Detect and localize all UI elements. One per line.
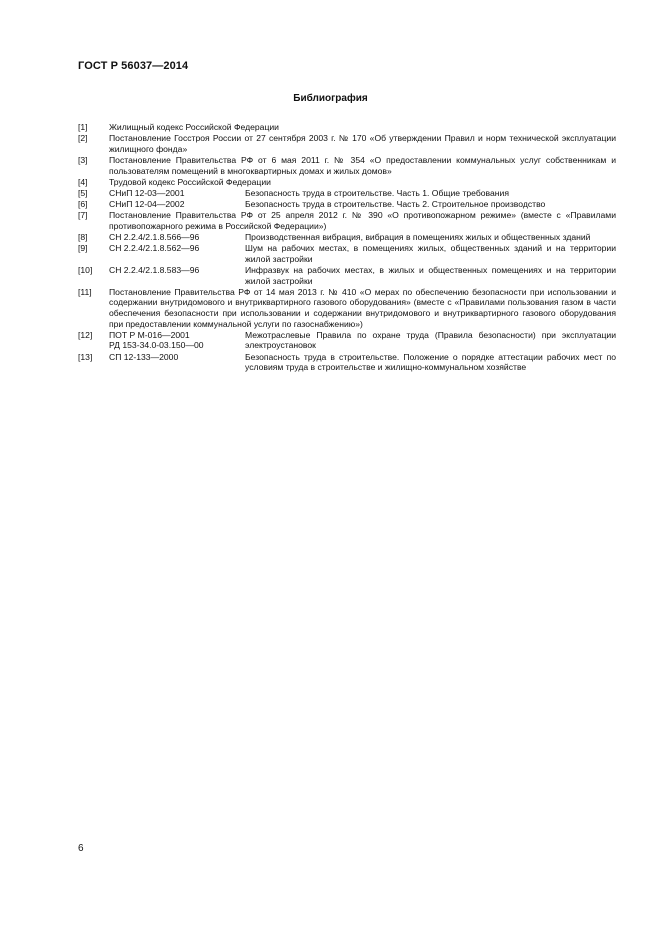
entry-text: Постановление Правительства РФ от 25 апреля 2012 г. № 390 «О противопожарном режиме» (вместе с «Правилами противопожарного режима в Российской Федерации») [109, 210, 616, 231]
bibliography-entry-11 [78, 287, 616, 329]
entry-code: ПОТ Р М-016—2001 [109, 329, 190, 340]
entry-number: [7] [78, 210, 88, 221]
entry-text: Производственная вибрация, вибрация в помещениях жилых и общественных зданий [245, 232, 591, 243]
bibliography-list [78, 122, 616, 373]
entry-number: [6] [78, 199, 88, 210]
entry-text: Постановление Госстроя России от 27 сентября 2003 г. № 170 «Об утверждении Правил и норм технической эксплуатации жилищного фонда» [109, 133, 616, 154]
entry-number: [4] [78, 176, 88, 187]
entry-number: [2] [78, 133, 88, 144]
bibliography-entry-9 [78, 243, 616, 264]
entry-text: Постановление Правительства РФ от 6 мая 2011 г. № 354 «О предоставлении коммунальных услуг собственникам и пользователям помещений в многоквартирных домах и жилых домов» [109, 154, 616, 176]
entry-number: [8] [78, 232, 88, 243]
entry-number: [9] [78, 243, 88, 254]
entry-code: СН 2.2.4/2.1.8.583—96 [109, 265, 200, 276]
entry-number: [1] [78, 122, 88, 132]
entry-code: СН 2.2.4/2.1.8.562—96 [109, 243, 200, 254]
entry-text: Шум на рабочих местах, в помещениях жилых, общественных зданий и на территории жилой застройки [245, 243, 616, 264]
document-header: ГОСТ Р 56037—2014 [78, 60, 189, 72]
entry-number: [13] [78, 351, 93, 362]
entry-text: Безопасность труда в строительстве. Часть 2. Строительное производство [245, 199, 546, 210]
entry-code-secondary: РД 153-34.0-03.150—00 [109, 340, 204, 351]
entry-text: Трудовой кодекс Российской Федерации [109, 176, 271, 187]
bibliography-entry-13 [78, 352, 616, 373]
bibliography-entry-2 [78, 133, 616, 154]
entry-code: СНиП 12-03—2001 [109, 187, 185, 198]
bibliography-entry-7 [78, 210, 616, 231]
bibliography-entry-8 [78, 232, 616, 243]
section-title: Библиография [293, 93, 368, 104]
entry-text: Межотраслевые Правила по охране труда (Правила безопасности) при эксплуатации электроустановок [245, 329, 616, 351]
entry-number: [11] [78, 286, 92, 297]
bibliography-entry-4 [78, 177, 616, 188]
bibliography-entry-5 [78, 188, 616, 199]
entry-number: [10] [78, 265, 93, 276]
entry-number: [3] [78, 154, 88, 165]
entry-codes [109, 330, 245, 351]
entry-number: [12] [78, 329, 93, 340]
entry-text: Безопасность труда в строительстве. Часть 1. Общие требования [245, 187, 509, 198]
entry-code: СП 12-133—2000 [109, 351, 179, 362]
bibliography-entry-1 [78, 122, 616, 133]
entry-text: Постановление Правительства РФ от 14 мая 2013 г. № 410 «О мерах по обеспечению безопасности при использовании и содержании внутридомового и внутриквартирного газового оборудования» (вместе с «Правилами пользования газом в части обеспечения безопасности при использовании и содержании внутридомового и внутриквартирного газового оборудования при предоставлении коммунальной услуги по газоснабжению») [109, 286, 616, 329]
entry-code: СНиП 12-04—2002 [109, 199, 185, 210]
bibliography-entry-10 [78, 265, 616, 286]
entry-number: [5] [78, 187, 88, 198]
entry-text: Безопасность труда в строительстве. Положение о порядке аттестации рабочих мест по условиям труда в строительстве и жилищно-коммунальном хозяйстве [245, 351, 616, 373]
entry-text: Инфразвук на рабочих местах, в жилых и общественных помещениях и на территории жилой застройки [245, 265, 616, 286]
entry-text: Жилищный кодекс Российской Федерации [109, 122, 279, 132]
page-number: 6 [78, 843, 84, 854]
bibliography-entry-6 [78, 199, 616, 210]
bibliography-entry-3 [78, 155, 616, 176]
entry-code: СН 2.2.4/2.1.8.566—96 [109, 232, 200, 243]
bibliography-entry-12 [78, 330, 616, 351]
